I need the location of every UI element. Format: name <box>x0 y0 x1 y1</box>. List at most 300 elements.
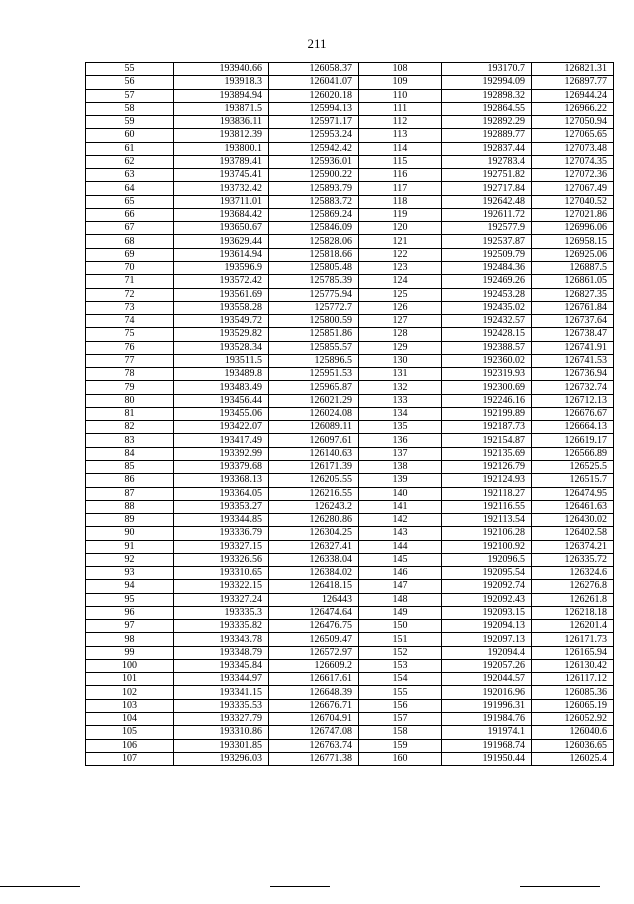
table-row <box>86 394 614 407</box>
table-row <box>86 487 614 500</box>
table-row <box>86 593 614 606</box>
y-coordinate-cell: 126474.95 <box>532 487 614 500</box>
point-number-cell: 71 <box>86 275 174 288</box>
y-coordinate-cell: 126763.74 <box>269 739 359 752</box>
point-number-cell: 141 <box>359 500 442 513</box>
point-number-cell: 114 <box>359 142 442 155</box>
x-coordinate-cell: 191968.74 <box>442 739 532 752</box>
x-coordinate-cell: 192097.13 <box>442 633 532 646</box>
point-number-cell: 144 <box>359 540 442 553</box>
x-coordinate-cell: 191950.44 <box>442 752 532 765</box>
x-coordinate-cell: 192118.27 <box>442 487 532 500</box>
y-coordinate-cell: 126040.6 <box>532 726 614 739</box>
x-coordinate-cell: 192135.69 <box>442 447 532 460</box>
point-number-cell: 115 <box>359 155 442 168</box>
table-row <box>86 713 614 726</box>
x-coordinate-cell: 193732.42 <box>174 182 269 195</box>
x-coordinate-cell: 192484.36 <box>442 261 532 274</box>
x-coordinate-cell: 193940.66 <box>174 63 269 76</box>
table-row <box>86 76 614 89</box>
table-row <box>86 102 614 115</box>
table-row <box>86 726 614 739</box>
y-coordinate-cell: 125951.53 <box>269 368 359 381</box>
x-coordinate-cell: 193650.67 <box>174 222 269 235</box>
point-number-cell: 98 <box>86 633 174 646</box>
x-coordinate-cell: 191996.31 <box>442 699 532 712</box>
point-number-cell: 91 <box>86 540 174 553</box>
point-number-cell: 78 <box>86 368 174 381</box>
y-coordinate-cell: 125800.59 <box>269 315 359 328</box>
x-coordinate-cell: 192428.15 <box>442 328 532 341</box>
x-coordinate-cell: 193341.15 <box>174 686 269 699</box>
point-number-cell: 58 <box>86 102 174 115</box>
y-coordinate-cell: 126041.07 <box>269 76 359 89</box>
point-number-cell: 101 <box>86 673 174 686</box>
y-coordinate-cell: 126243.2 <box>269 500 359 513</box>
table-row <box>86 328 614 341</box>
y-coordinate-cell: 126741.53 <box>532 354 614 367</box>
x-coordinate-cell: 193327.79 <box>174 713 269 726</box>
x-coordinate-cell: 193322.15 <box>174 580 269 593</box>
x-coordinate-cell: 193483.49 <box>174 381 269 394</box>
table-row <box>86 447 614 460</box>
footer-rule-middle <box>270 886 330 887</box>
table-row <box>86 341 614 354</box>
point-number-cell: 93 <box>86 567 174 580</box>
point-number-cell: 130 <box>359 354 442 367</box>
y-coordinate-cell: 125855.57 <box>269 341 359 354</box>
table-row <box>86 169 614 182</box>
point-number-cell: 159 <box>359 739 442 752</box>
x-coordinate-cell: 193489.8 <box>174 368 269 381</box>
x-coordinate-cell: 192717.84 <box>442 182 532 195</box>
table-row <box>86 553 614 566</box>
point-number-cell: 83 <box>86 434 174 447</box>
point-number-cell: 118 <box>359 195 442 208</box>
x-coordinate-cell: 193417.49 <box>174 434 269 447</box>
point-number-cell: 56 <box>86 76 174 89</box>
y-coordinate-cell: 126944.24 <box>532 89 614 102</box>
table-row <box>86 567 614 580</box>
point-number-cell: 142 <box>359 514 442 527</box>
y-coordinate-cell: 125846.09 <box>269 222 359 235</box>
y-coordinate-cell: 126036.65 <box>532 739 614 752</box>
point-number-cell: 153 <box>359 659 442 672</box>
y-coordinate-cell: 126165.94 <box>532 646 614 659</box>
y-coordinate-cell: 127021.86 <box>532 208 614 221</box>
point-number-cell: 122 <box>359 248 442 261</box>
point-number-cell: 104 <box>86 713 174 726</box>
y-coordinate-cell: 126338.04 <box>269 553 359 566</box>
table-row <box>86 527 614 540</box>
table-row <box>86 222 614 235</box>
x-coordinate-cell: 192246.16 <box>442 394 532 407</box>
point-number-cell: 81 <box>86 407 174 420</box>
y-coordinate-cell: 126052.92 <box>532 713 614 726</box>
x-coordinate-cell: 193629.44 <box>174 235 269 248</box>
x-coordinate-cell: 193327.24 <box>174 593 269 606</box>
y-coordinate-cell: 126736.94 <box>532 368 614 381</box>
table-row <box>86 89 614 102</box>
point-number-cell: 59 <box>86 116 174 129</box>
table-row <box>86 261 614 274</box>
y-coordinate-cell: 126747.08 <box>269 726 359 739</box>
point-number-cell: 112 <box>359 116 442 129</box>
x-coordinate-cell: 193379.68 <box>174 460 269 473</box>
y-coordinate-cell: 126509.47 <box>269 633 359 646</box>
y-coordinate-cell: 126024.08 <box>269 407 359 420</box>
x-coordinate-cell: 192864.55 <box>442 102 532 115</box>
table-row <box>86 288 614 301</box>
point-number-cell: 124 <box>359 275 442 288</box>
x-coordinate-cell: 193711.01 <box>174 195 269 208</box>
point-number-cell: 156 <box>359 699 442 712</box>
table-row <box>86 195 614 208</box>
point-number-cell: 139 <box>359 474 442 487</box>
point-number-cell: 99 <box>86 646 174 659</box>
point-number-cell: 85 <box>86 460 174 473</box>
y-coordinate-cell: 126276.8 <box>532 580 614 593</box>
table-row <box>86 659 614 672</box>
x-coordinate-cell: 193348.79 <box>174 646 269 659</box>
point-number-cell: 121 <box>359 235 442 248</box>
point-number-cell: 55 <box>86 63 174 76</box>
x-coordinate-cell: 191974.1 <box>442 726 532 739</box>
point-number-cell: 157 <box>359 713 442 726</box>
y-coordinate-cell: 126117.12 <box>532 673 614 686</box>
x-coordinate-cell: 193572.42 <box>174 275 269 288</box>
x-coordinate-cell: 193529.82 <box>174 328 269 341</box>
x-coordinate-cell: 193392.99 <box>174 447 269 460</box>
x-coordinate-cell: 192537.87 <box>442 235 532 248</box>
point-number-cell: 143 <box>359 527 442 540</box>
point-number-cell: 70 <box>86 261 174 274</box>
point-number-cell: 129 <box>359 341 442 354</box>
y-coordinate-cell: 126021.29 <box>269 394 359 407</box>
x-coordinate-cell: 193301.85 <box>174 739 269 752</box>
point-number-cell: 61 <box>86 142 174 155</box>
x-coordinate-cell: 192093.15 <box>442 606 532 619</box>
point-number-cell: 148 <box>359 593 442 606</box>
x-coordinate-cell: 193353.27 <box>174 500 269 513</box>
table-row <box>86 460 614 473</box>
point-number-cell: 147 <box>359 580 442 593</box>
point-number-cell: 82 <box>86 421 174 434</box>
point-number-cell: 86 <box>86 474 174 487</box>
table-row <box>86 752 614 765</box>
table-row <box>86 686 614 699</box>
y-coordinate-cell: 126897.77 <box>532 76 614 89</box>
y-coordinate-cell: 126261.8 <box>532 593 614 606</box>
x-coordinate-cell: 191984.76 <box>442 713 532 726</box>
y-coordinate-cell: 126676.67 <box>532 407 614 420</box>
y-coordinate-cell: 126280.86 <box>269 514 359 527</box>
point-number-cell: 84 <box>86 447 174 460</box>
y-coordinate-cell: 126648.39 <box>269 686 359 699</box>
x-coordinate-cell: 193364.05 <box>174 487 269 500</box>
y-coordinate-cell: 125936.01 <box>269 155 359 168</box>
y-coordinate-cell: 125828.06 <box>269 235 359 248</box>
y-coordinate-cell: 125953.24 <box>269 129 359 142</box>
y-coordinate-cell: 126065.19 <box>532 699 614 712</box>
y-coordinate-cell: 126474.64 <box>269 606 359 619</box>
table-row <box>86 275 614 288</box>
table-row <box>86 248 614 261</box>
point-number-cell: 113 <box>359 129 442 142</box>
y-coordinate-cell: 126089.11 <box>269 421 359 434</box>
y-coordinate-cell: 126525.5 <box>532 460 614 473</box>
y-coordinate-cell: 126887.5 <box>532 261 614 274</box>
table-row <box>86 368 614 381</box>
point-number-cell: 94 <box>86 580 174 593</box>
point-number-cell: 128 <box>359 328 442 341</box>
x-coordinate-cell: 192300.69 <box>442 381 532 394</box>
x-coordinate-cell: 193549.72 <box>174 315 269 328</box>
point-number-cell: 145 <box>359 553 442 566</box>
y-coordinate-cell: 127065.65 <box>532 129 614 142</box>
x-coordinate-cell: 192994.09 <box>442 76 532 89</box>
point-number-cell: 126 <box>359 301 442 314</box>
x-coordinate-cell: 193558.28 <box>174 301 269 314</box>
point-number-cell: 149 <box>359 606 442 619</box>
point-number-cell: 88 <box>86 500 174 513</box>
table-row <box>86 381 614 394</box>
y-coordinate-cell: 126418.15 <box>269 580 359 593</box>
x-coordinate-cell: 193422.07 <box>174 421 269 434</box>
y-coordinate-cell: 126140.63 <box>269 447 359 460</box>
table-row <box>86 580 614 593</box>
y-coordinate-cell: 126566.89 <box>532 447 614 460</box>
point-number-cell: 68 <box>86 235 174 248</box>
point-number-cell: 140 <box>359 487 442 500</box>
table-row <box>86 606 614 619</box>
y-coordinate-cell: 126476.75 <box>269 620 359 633</box>
point-number-cell: 75 <box>86 328 174 341</box>
x-coordinate-cell: 192016.96 <box>442 686 532 699</box>
table-row <box>86 500 614 513</box>
x-coordinate-cell: 192898.32 <box>442 89 532 102</box>
point-number-cell: 137 <box>359 447 442 460</box>
x-coordinate-cell: 192611.72 <box>442 208 532 221</box>
x-coordinate-cell: 192199.89 <box>442 407 532 420</box>
point-number-cell: 63 <box>86 169 174 182</box>
table-row <box>86 301 614 314</box>
x-coordinate-cell: 192889.77 <box>442 129 532 142</box>
point-number-cell: 158 <box>359 726 442 739</box>
x-coordinate-cell: 193336.79 <box>174 527 269 540</box>
table-row <box>86 514 614 527</box>
x-coordinate-cell: 192094.4 <box>442 646 532 659</box>
table-row <box>86 699 614 712</box>
x-coordinate-cell: 192095.54 <box>442 567 532 580</box>
point-number-cell: 72 <box>86 288 174 301</box>
point-number-cell: 80 <box>86 394 174 407</box>
x-coordinate-cell: 192360.02 <box>442 354 532 367</box>
y-coordinate-cell: 125818.66 <box>269 248 359 261</box>
table-row <box>86 315 614 328</box>
point-number-cell: 136 <box>359 434 442 447</box>
x-coordinate-cell: 193368.13 <box>174 474 269 487</box>
y-coordinate-cell: 127074.35 <box>532 155 614 168</box>
y-coordinate-cell: 126097.61 <box>269 434 359 447</box>
point-number-cell: 119 <box>359 208 442 221</box>
y-coordinate-cell: 126384.02 <box>269 567 359 580</box>
table-row <box>86 739 614 752</box>
point-number-cell: 64 <box>86 182 174 195</box>
x-coordinate-cell: 193344.85 <box>174 514 269 527</box>
x-coordinate-cell: 192187.73 <box>442 421 532 434</box>
point-number-cell: 102 <box>86 686 174 699</box>
y-coordinate-cell: 126861.05 <box>532 275 614 288</box>
point-number-cell: 89 <box>86 514 174 527</box>
point-number-cell: 103 <box>86 699 174 712</box>
point-number-cell: 100 <box>86 659 174 672</box>
y-coordinate-cell: 127072.36 <box>532 169 614 182</box>
x-coordinate-cell: 192751.82 <box>442 169 532 182</box>
y-coordinate-cell: 125869.24 <box>269 208 359 221</box>
y-coordinate-cell: 127040.52 <box>532 195 614 208</box>
point-number-cell: 134 <box>359 407 442 420</box>
x-coordinate-cell: 192124.93 <box>442 474 532 487</box>
x-coordinate-cell: 193561.69 <box>174 288 269 301</box>
point-number-cell: 131 <box>359 368 442 381</box>
point-number-cell: 65 <box>86 195 174 208</box>
y-coordinate-cell: 126402.58 <box>532 527 614 540</box>
x-coordinate-cell: 193812.39 <box>174 129 269 142</box>
y-coordinate-cell: 125965.87 <box>269 381 359 394</box>
point-number-cell: 105 <box>86 726 174 739</box>
x-coordinate-cell: 192453.28 <box>442 288 532 301</box>
point-number-cell: 152 <box>359 646 442 659</box>
y-coordinate-cell: 127073.48 <box>532 142 614 155</box>
table-row <box>86 474 614 487</box>
point-number-cell: 160 <box>359 752 442 765</box>
x-coordinate-cell: 192113.54 <box>442 514 532 527</box>
y-coordinate-cell: 126619.17 <box>532 434 614 447</box>
x-coordinate-cell: 192783.4 <box>442 155 532 168</box>
x-coordinate-cell: 193335.3 <box>174 606 269 619</box>
x-coordinate-cell: 192044.57 <box>442 673 532 686</box>
x-coordinate-cell: 193800.1 <box>174 142 269 155</box>
x-coordinate-cell: 193310.86 <box>174 726 269 739</box>
x-coordinate-cell: 192126.79 <box>442 460 532 473</box>
x-coordinate-cell: 192469.26 <box>442 275 532 288</box>
y-coordinate-cell: 126827.35 <box>532 288 614 301</box>
x-coordinate-cell: 193836.11 <box>174 116 269 129</box>
x-coordinate-cell: 192432.57 <box>442 315 532 328</box>
point-number-cell: 76 <box>86 341 174 354</box>
x-coordinate-cell: 193343.78 <box>174 633 269 646</box>
x-coordinate-cell: 192094.13 <box>442 620 532 633</box>
point-number-cell: 62 <box>86 155 174 168</box>
x-coordinate-cell: 193614.94 <box>174 248 269 261</box>
point-number-cell: 116 <box>359 169 442 182</box>
y-coordinate-cell: 125896.5 <box>269 354 359 367</box>
table-row <box>86 235 614 248</box>
x-coordinate-cell: 192092.74 <box>442 580 532 593</box>
x-coordinate-cell: 192837.44 <box>442 142 532 155</box>
y-coordinate-cell: 126201.4 <box>532 620 614 633</box>
x-coordinate-cell: 192106.28 <box>442 527 532 540</box>
x-coordinate-cell: 193528.34 <box>174 341 269 354</box>
y-coordinate-cell: 126324.6 <box>532 567 614 580</box>
y-coordinate-cell: 126058.37 <box>269 63 359 76</box>
x-coordinate-cell: 193511.5 <box>174 354 269 367</box>
y-coordinate-cell: 125971.17 <box>269 116 359 129</box>
table-row <box>86 421 614 434</box>
page-number: 211 <box>307 36 327 51</box>
x-coordinate-cell: 193455.06 <box>174 407 269 420</box>
y-coordinate-cell: 125851.86 <box>269 328 359 341</box>
y-coordinate-cell: 126218.18 <box>532 606 614 619</box>
point-number-cell: 155 <box>359 686 442 699</box>
point-number-cell: 74 <box>86 315 174 328</box>
x-coordinate-cell: 193296.03 <box>174 752 269 765</box>
y-coordinate-cell: 126704.91 <box>269 713 359 726</box>
x-coordinate-cell: 193745.41 <box>174 169 269 182</box>
y-coordinate-cell: 126664.13 <box>532 421 614 434</box>
y-coordinate-cell: 126761.84 <box>532 301 614 314</box>
point-number-cell: 69 <box>86 248 174 261</box>
y-coordinate-cell: 125942.42 <box>269 142 359 155</box>
y-coordinate-cell: 126304.25 <box>269 527 359 540</box>
y-coordinate-cell: 126925.06 <box>532 248 614 261</box>
x-coordinate-cell: 192577.9 <box>442 222 532 235</box>
y-coordinate-cell: 125772.7 <box>269 301 359 314</box>
table-row <box>86 116 614 129</box>
point-number-cell: 95 <box>86 593 174 606</box>
x-coordinate-cell: 192509.79 <box>442 248 532 261</box>
y-coordinate-cell: 126430.02 <box>532 514 614 527</box>
y-coordinate-cell: 126572.97 <box>269 646 359 659</box>
x-coordinate-cell: 193789.41 <box>174 155 269 168</box>
y-coordinate-cell: 126515.7 <box>532 474 614 487</box>
point-number-cell: 120 <box>359 222 442 235</box>
x-coordinate-cell: 193871.5 <box>174 102 269 115</box>
x-coordinate-cell: 192057.26 <box>442 659 532 672</box>
y-coordinate-cell: 126737.64 <box>532 315 614 328</box>
table-row <box>86 620 614 633</box>
x-coordinate-cell: 193596.9 <box>174 261 269 274</box>
table-row <box>86 182 614 195</box>
point-number-cell: 127 <box>359 315 442 328</box>
coordinates-table-body <box>86 63 614 766</box>
y-coordinate-cell: 125775.94 <box>269 288 359 301</box>
table-row <box>86 63 614 76</box>
y-coordinate-cell: 126171.39 <box>269 460 359 473</box>
table-row <box>86 646 614 659</box>
y-coordinate-cell: 126741.91 <box>532 341 614 354</box>
point-number-cell: 77 <box>86 354 174 367</box>
table-row <box>86 540 614 553</box>
point-number-cell: 151 <box>359 633 442 646</box>
point-number-cell: 154 <box>359 673 442 686</box>
y-coordinate-cell: 126335.72 <box>532 553 614 566</box>
point-number-cell: 97 <box>86 620 174 633</box>
y-coordinate-cell: 126676.71 <box>269 699 359 712</box>
point-number-cell: 66 <box>86 208 174 221</box>
table-row <box>86 407 614 420</box>
y-coordinate-cell: 126996.06 <box>532 222 614 235</box>
point-number-cell: 67 <box>86 222 174 235</box>
x-coordinate-cell: 193335.53 <box>174 699 269 712</box>
x-coordinate-cell: 193327.15 <box>174 540 269 553</box>
y-coordinate-cell: 126130.42 <box>532 659 614 672</box>
point-number-cell: 133 <box>359 394 442 407</box>
y-coordinate-cell: 127050.94 <box>532 116 614 129</box>
point-number-cell: 110 <box>359 89 442 102</box>
x-coordinate-cell: 193918.3 <box>174 76 269 89</box>
